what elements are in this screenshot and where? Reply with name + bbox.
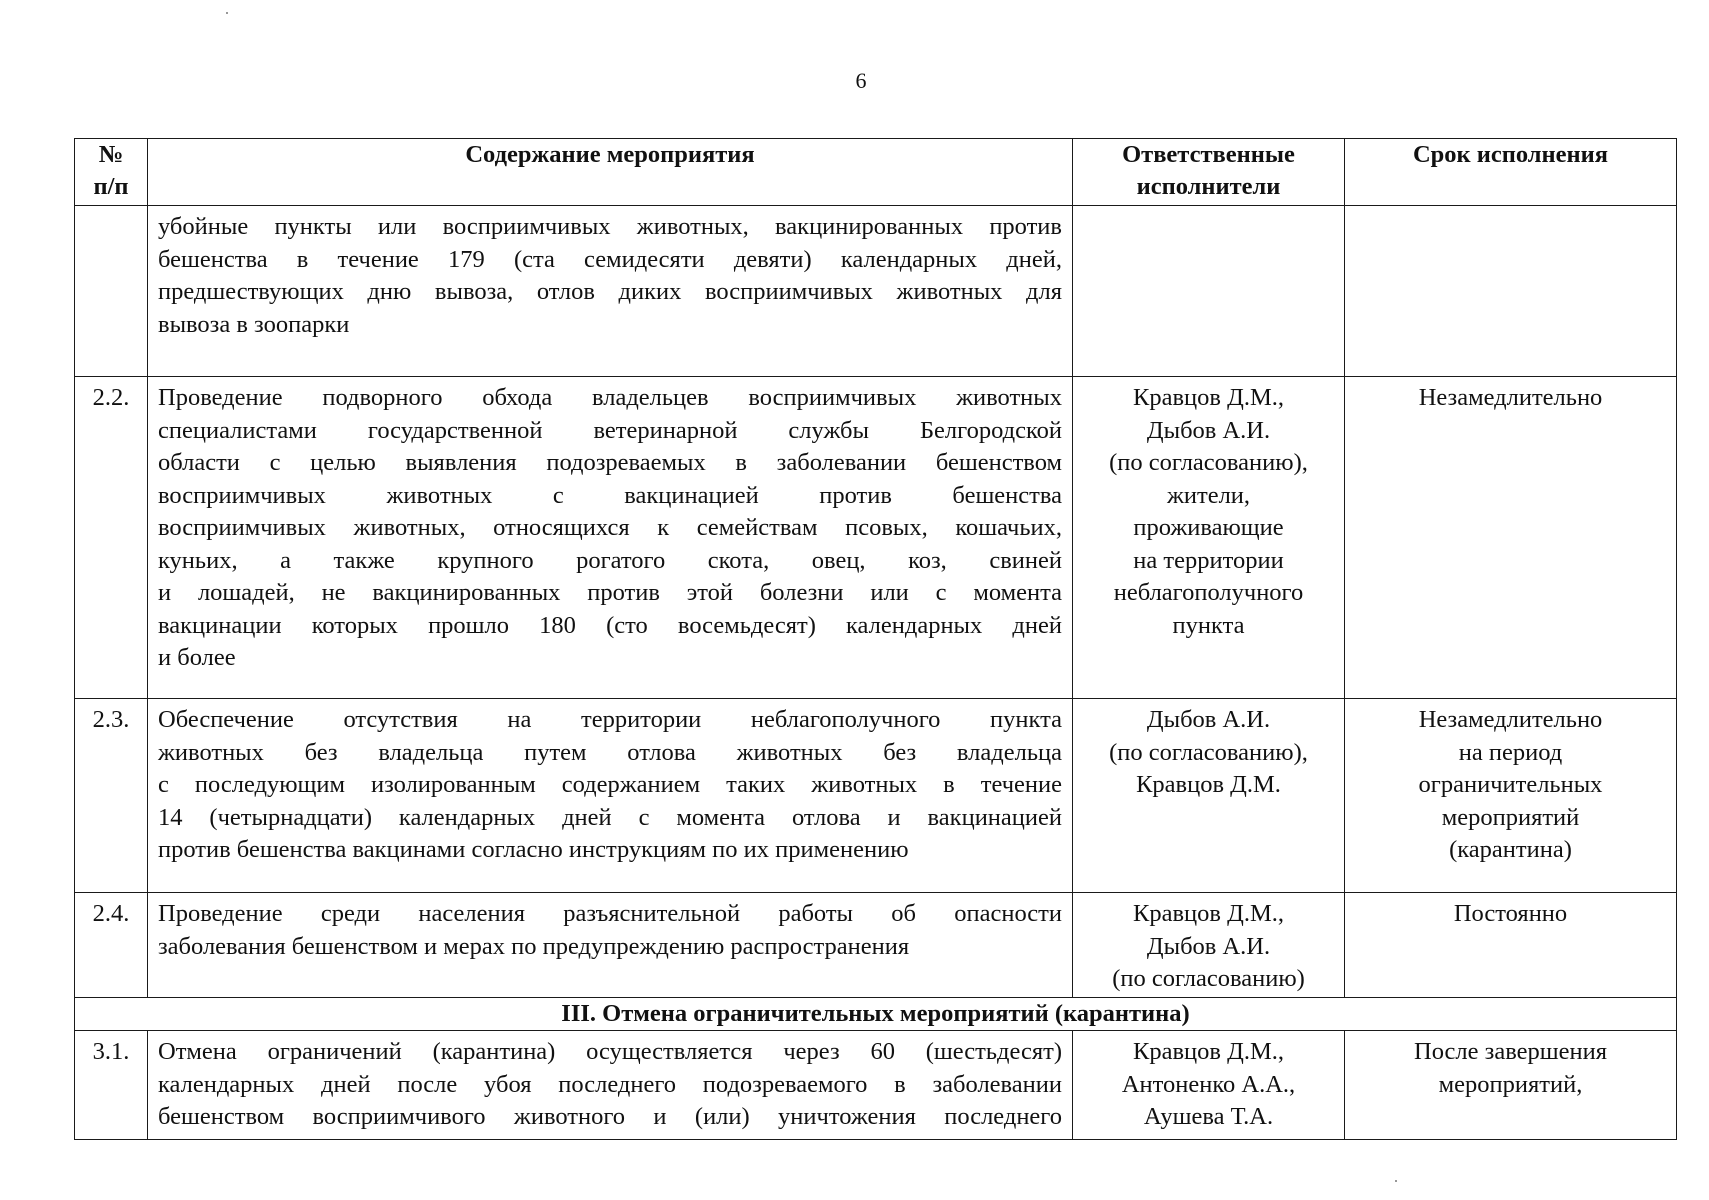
row-term: После завершения мероприятий, [1345, 1031, 1677, 1140]
row-responsible: Кравцов Д.М., Антоненко А.А., Аушева Т.А. [1073, 1031, 1345, 1140]
page-number: 6 [855, 68, 867, 93]
table-row [75, 699, 1677, 893]
section-title: III. Отмена ограничительных мероприятий (карантина) [75, 998, 1677, 1031]
row-num: 2.4. [75, 893, 148, 998]
row-responsible [1073, 206, 1345, 377]
row-responsible: Дыбов А.И. (по согласованию), Кравцов Д.М. [1073, 699, 1345, 893]
row-num: 2.3. [75, 699, 148, 893]
row-content: Обеспечение отсутствия на территории неблагополучного пункта животных без владельца путем отлова животных без владельца с последующим изолированным содержанием таких животных в течение 14 (четырнадцати) календарных дней с момента отлова и вакцинацией против бешенства вакцинами согласно инструкциям по их применению [148, 699, 1073, 893]
row-content: Отмена ограничений (карантина) осуществляется через 60 (шестьдесят) календарных дней после убоя последнего подозреваемого в заболевании бешенством восприимчивого животного и (или) уничтожения последнего [148, 1031, 1073, 1140]
row-term [1345, 206, 1677, 377]
row-num: 3.1. [75, 1031, 148, 1140]
table-row [75, 1031, 1677, 1140]
table-row [75, 893, 1677, 998]
table-row-continuation [75, 206, 1677, 377]
row-num: 2.2. [75, 377, 148, 699]
row-term: Незамедлительно на период ограничительных мероприятий (карантина) [1345, 699, 1677, 893]
header-responsible: Ответственные исполнители [1073, 139, 1345, 206]
measures-table [74, 138, 1677, 1140]
table-header-row [75, 139, 1677, 206]
header-num: № п/п [75, 139, 148, 206]
scan-speck [226, 12, 228, 14]
header-term: Срок исполнения [1345, 139, 1677, 206]
header-content: Содержание мероприятия [148, 139, 1073, 206]
scan-speck [1395, 1180, 1397, 1182]
row-term: Постоянно [1345, 893, 1677, 998]
row-responsible: Кравцов Д.М., Дыбов А.И. (по согласованию) [1073, 893, 1345, 998]
row-content: Проведение подворного обхода владельцев восприимчивых животных специалистами государственной ветеринарной службы Белгородской области с целью выявления подозреваемых в заболевании бешенством восприимчивых животных с вакцинацией против бешенства восприимчивых животных, относящихся к семействам псовых, кошачьих, куньих, а также крупного рогатого скота, овец, коз, свиней и лошадей, не вакцинированных против этой болезни или с момента вакцинации которых прошло 180 (сто восемьдесят) календарных дней и более [148, 377, 1073, 699]
row-responsible: Кравцов Д.М., Дыбов А.И. (по согласованию), жители, проживающие на территории неблагополучного пункта [1073, 377, 1345, 699]
section-heading-row [75, 998, 1677, 1031]
row-num [75, 206, 148, 377]
row-term: Незамедлительно [1345, 377, 1677, 699]
table-row [75, 377, 1677, 699]
row-content: убойные пункты или восприимчивых животных, вакцинированных против бешенства в течение 179 (ста семидесяти девяти) календарных дней, предшествующих дню вывоза, отлов диких восприимчивых животных для вывоза в зоопарки [148, 206, 1073, 377]
row-content: Проведение среди населения разъяснительной работы об опасности заболевания бешенством и мерах по предупреждению распространения [148, 893, 1073, 998]
